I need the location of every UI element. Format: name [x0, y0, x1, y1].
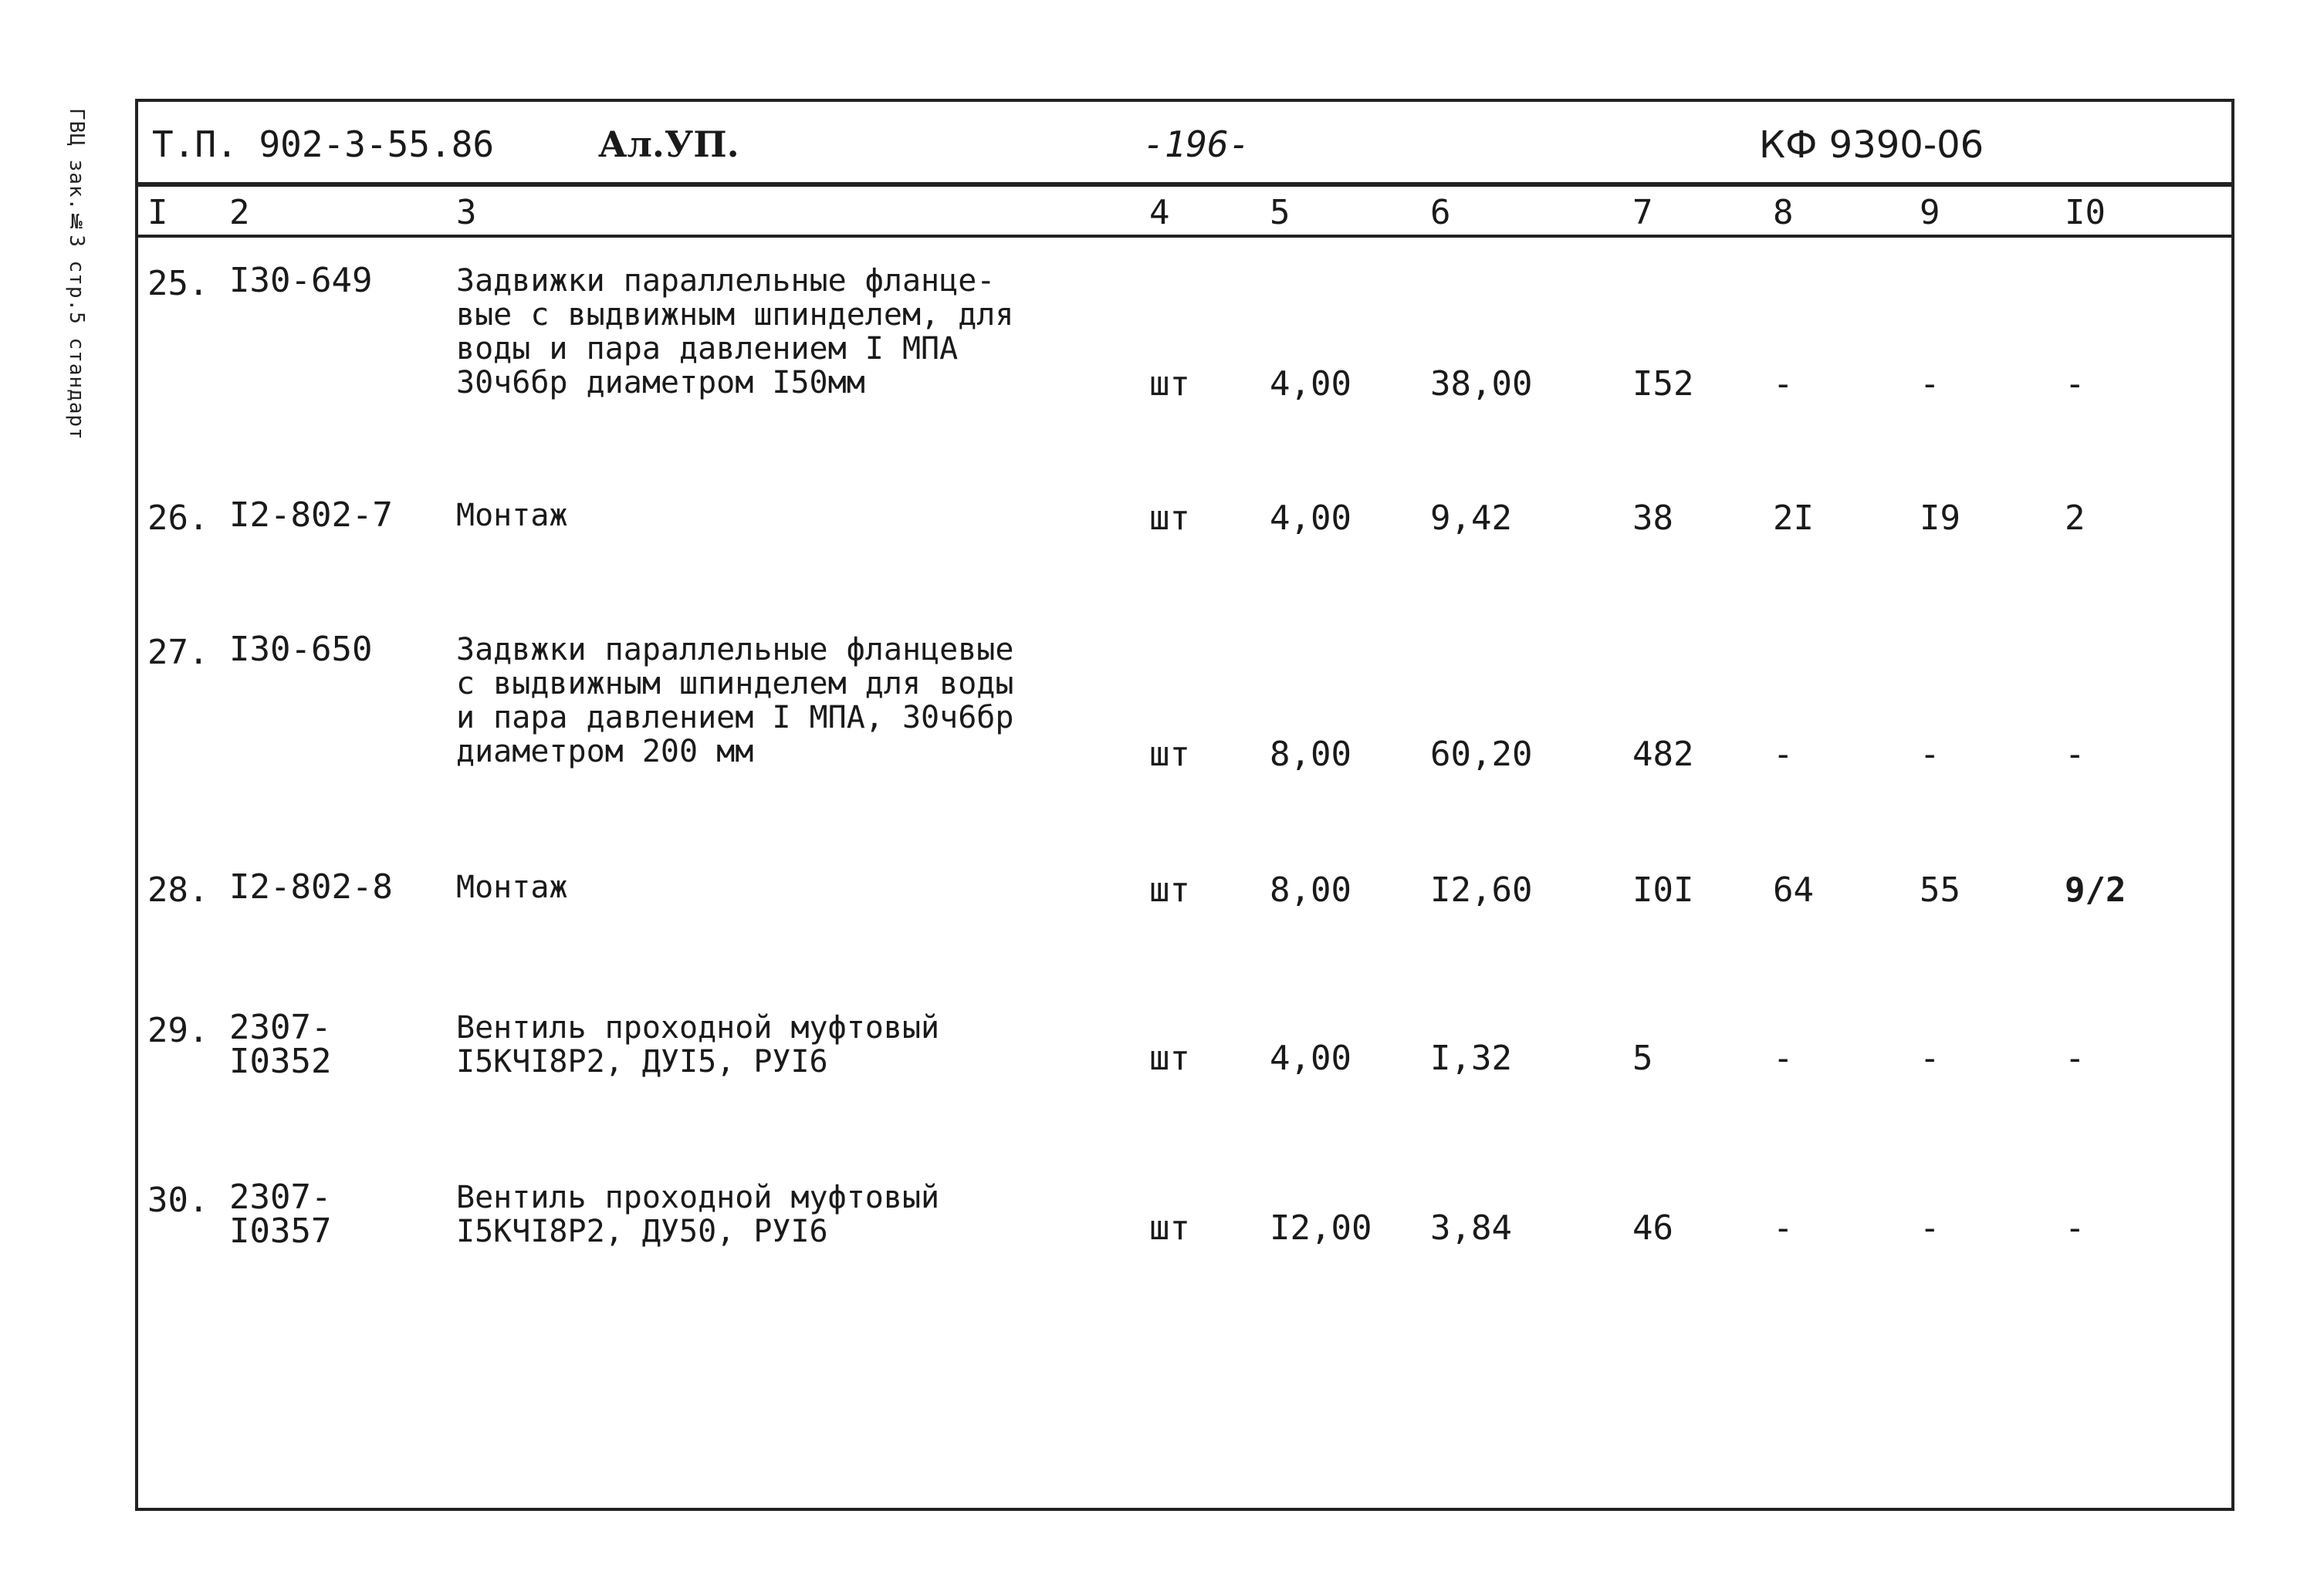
document-number: Т.П. 902-3-55.86 [152, 123, 495, 165]
total: 46 [1632, 1208, 1673, 1248]
column-number-row [138, 187, 2231, 238]
row-number: 25. [147, 264, 209, 303]
unit-price: I2,60 [1430, 870, 1533, 910]
row-number: 29. [147, 1011, 209, 1050]
item-description: Монтаж [456, 870, 568, 905]
item-description: Монтаж [456, 498, 568, 533]
price-code: 2307-I0352 [229, 1008, 332, 1081]
row-number: 30. [147, 1181, 209, 1220]
side-annotation: ГВЦ зак.№3 стр.5 стандарт [65, 108, 88, 441]
column-10-value: - [2065, 364, 2086, 404]
total: 38 [1632, 498, 1673, 538]
quantity: 4,00 [1270, 498, 1351, 538]
unit-price: 60,20 [1430, 735, 1533, 774]
album-number: Ал.УП. [598, 123, 739, 165]
column-9-value: 55 [1920, 870, 1960, 910]
quantity: I2,00 [1270, 1208, 1372, 1248]
quantity: 8,00 [1270, 735, 1351, 774]
archive-code: КФ 9390-06 [1759, 123, 1984, 167]
column-number: 3 [456, 193, 477, 232]
column-8-value: - [1773, 735, 1794, 774]
column-8-value: 64 [1773, 870, 1814, 910]
unit: шт [1149, 1039, 1190, 1078]
column-10-value: - [2065, 735, 2086, 774]
page-number: -196- [1143, 123, 1250, 165]
unit: шт [1149, 364, 1190, 404]
column-number: 9 [1920, 193, 1940, 232]
unit-price: I,32 [1430, 1039, 1512, 1078]
column-8-value: - [1773, 364, 1794, 404]
column-8-value: - [1773, 1039, 1794, 1078]
column-9-value: - [1920, 735, 1940, 774]
total: 482 [1632, 735, 1694, 774]
unit: шт [1149, 735, 1190, 774]
item-description: Вентиль проходной муфтовый I5КЧI8Р2, ДУI5, РУI6 [456, 1010, 940, 1080]
price-code: I30-649 [229, 261, 373, 300]
item-description: Вентиль проходной муфтовый I5КЧI8Р2, ДУ50, РУI6 [456, 1180, 940, 1249]
quantity: 4,00 [1270, 1039, 1351, 1078]
title-block [138, 102, 2231, 187]
column-number: I0 [2065, 193, 2106, 232]
price-code: I2-802-7 [229, 495, 393, 535]
item-description: Задвжки параллельные фланцевые с выдвижным шпинделем для воды и пара давлением I МПА, 30ч6бр диаметром 200 мм [456, 632, 1014, 769]
column-9-value: - [1920, 1039, 1940, 1078]
quantity: 4,00 [1270, 364, 1351, 404]
quantity: 8,00 [1270, 870, 1351, 910]
column-number: 8 [1773, 193, 1794, 232]
total: I52 [1632, 364, 1694, 404]
column-number: 4 [1149, 193, 1170, 232]
column-8-value: 2I [1773, 498, 1814, 538]
column-number: 6 [1430, 193, 1451, 232]
row-number: 27. [147, 633, 209, 672]
unit-price: 3,84 [1430, 1208, 1512, 1248]
column-9-value: - [1920, 1208, 1940, 1248]
column-10-value: - [2065, 1039, 2086, 1078]
total: 5 [1632, 1039, 1653, 1078]
column-number: 5 [1270, 193, 1291, 232]
column-10-value: 2 [2065, 498, 2086, 538]
item-description: Задвижки параллельные фланце- вые с выдвижным шпинделем, для воды и пара давлением I МПА 30ч6бр диаметром I50мм [456, 263, 1014, 400]
price-code: I30-650 [229, 630, 373, 669]
unit: шт [1149, 498, 1190, 538]
column-9-value: I9 [1920, 498, 1960, 538]
row-number: 28. [147, 870, 209, 910]
unit: шт [1149, 870, 1190, 910]
total: I0I [1632, 870, 1694, 910]
document-frame [135, 99, 2234, 1511]
price-code: 2307- I0357 [229, 1178, 332, 1251]
price-code: I2-802-8 [229, 867, 393, 907]
unit-price: 9,42 [1430, 498, 1512, 538]
unit: шт [1149, 1208, 1190, 1248]
column-10-value: - [2065, 1208, 2086, 1248]
column-8-value: - [1773, 1208, 1794, 1248]
column-number: 7 [1632, 193, 1653, 232]
unit-price: 38,00 [1430, 364, 1533, 404]
column-10-value: 9/2 [2065, 870, 2126, 910]
column-9-value: - [1920, 364, 1940, 404]
row-number: 26. [147, 498, 209, 538]
column-number: I [147, 193, 168, 232]
column-number: 2 [229, 193, 250, 232]
